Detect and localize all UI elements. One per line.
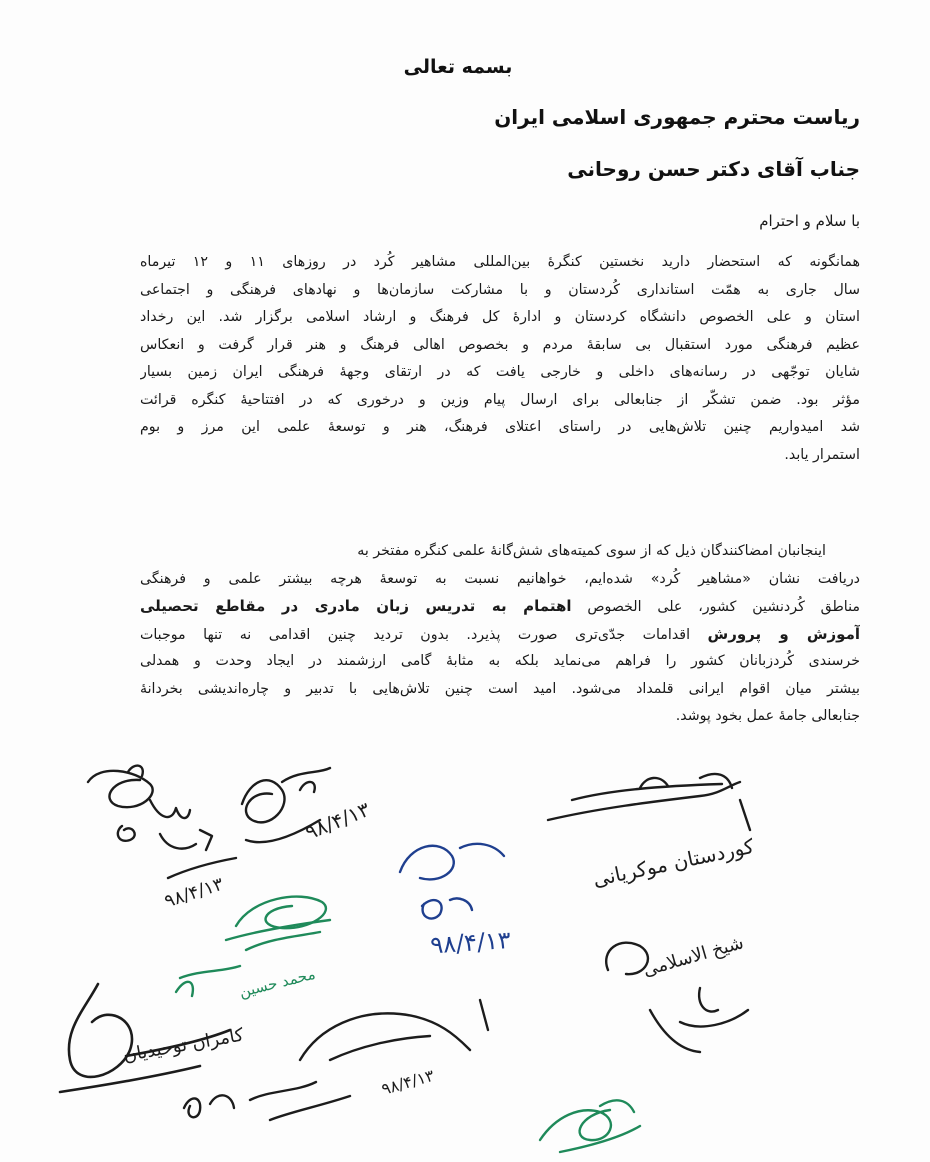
paragraph-1-line: سال جاری به همّت استانداری کُردستان و با مشارکت سازمان‌ها و نهادهای فرهنگی و اجتماعی: [140, 281, 860, 298]
svg-text:کوردستان موکریانی: کوردستان موکریانی: [590, 833, 756, 892]
paragraph-1-line: شد امیدواریم چنین تلاش‌هایی در راستای اعتلای فرهنگ، هنر و توسعهٔ علمی این مرز و بوم: [140, 419, 860, 435]
signature-9: [176, 966, 240, 996]
signature-6: [606, 932, 746, 981]
signature-7: [650, 988, 748, 1052]
signature-5: [226, 897, 330, 1001]
paragraph-2-text: مناطق کُردنشین کشور، علی الخصوص: [587, 599, 860, 615]
bismillah-heading: بسمه تعالی: [403, 56, 513, 78]
paragraph-2-line: [140, 593, 860, 621]
emphasized-text: آموزش و پرورش: [707, 624, 860, 643]
recipient-title: ریاست محترم جمهوری اسلامی ایران: [494, 105, 860, 129]
paragraph-1-line: عظیم فرهنگی مورد استقبال بی سابقهٔ مردم و بخصوص اهالی فرهنگ و هنر قرار گرفت و انعکاس: [140, 336, 860, 353]
svg-text:شیخ الاسلامی: شیخ الاسلامی: [640, 932, 747, 981]
paragraph-1-line: استان و علی الخصوص دانشگاه کردستان و ادارهٔ کل فرهنگ و ارشاد اسلامی برگزار شد. این رخداد: [140, 309, 860, 325]
svg-text:۹۸/۴/۱۳: ۹۸/۴/۱۳: [301, 797, 374, 845]
paragraph-2-line: بیشتر میان اقوام ایرانی قلمداد می‌شود. امید است چنین تلاش‌هایی با تدبیر و چاره‌اندیشی بخردانهٔ: [140, 680, 860, 697]
paragraph-2: [140, 538, 860, 731]
signature-2: [242, 768, 373, 844]
greeting: با سلام و احترام: [759, 212, 860, 230]
signature-3: [548, 774, 756, 891]
svg-text:۹۸/۴/۱۳: ۹۸/۴/۱۳: [379, 1065, 437, 1099]
emphasized-text: اهتمام به تدریس زبان مادری در مقاطع تحصیلی: [140, 597, 572, 615]
paragraph-2-text: اقدامات جدّی‌تری صورت پذیرد. بدون تردید چنین اقدامی نه تنها موجبات: [140, 626, 691, 643]
paragraph-1-line: مؤثر بود. ضمن تشکّر از جنابعالی برای ارسال پیام وزین و درخوری که در افتتاحیهٔ کنگره قرائت: [140, 391, 860, 408]
paragraph-2-line: خرسندی کُردزبانان کشور را فراهم می‌نماید بلکه به مثابهٔ گامی ارزشمند در ایجاد وحدت و همدلی: [140, 653, 860, 669]
signature-1: [88, 766, 236, 913]
paragraph-2-line: [140, 621, 860, 649]
svg-text:۹۸/۴/۱۳: ۹۸/۴/۱۳: [429, 925, 512, 960]
signature-4: [400, 844, 512, 960]
svg-text:کامران توحیدیان: کامران توحیدیان: [121, 1024, 246, 1067]
signature-10: [300, 1000, 488, 1099]
paragraph-2-line: جنابعالی جامهٔ عمل بخود پوشد.: [675, 708, 860, 724]
recipient-name: جناب آقای دکتر حسن روحانی: [567, 157, 860, 181]
signature-8: [60, 984, 246, 1092]
svg-text:محمد حسین: محمد حسین: [237, 964, 318, 1002]
signature-11: [184, 1082, 350, 1120]
signatures-area: [0, 760, 930, 1160]
signatures-drawing: [0, 760, 930, 1160]
paragraph-1-line: همانگونه که استحضار دارید نخستین کنگرهٔ بین‌المللی مشاهیر کُرد در روزهای ۱۱ و ۱۲ تیرماه: [140, 254, 860, 270]
svg-text:۹۸/۴/۱۳: ۹۸/۴/۱۳: [161, 873, 226, 913]
paragraph-1-line: استمرار یابد.: [784, 446, 860, 463]
signature-12: [540, 1100, 640, 1152]
paragraph-1-line: شایان توجّهی در رسانه‌های داخلی و خارجی یافت که در ارتقای وجههٔ فرهنگی ایران زمین بسیار: [140, 364, 860, 380]
paragraph-1: [140, 249, 860, 469]
paragraph-2-line: اینجانبان امضاکنندگان ذیل که از سوی کمیته‌های شش‌گانهٔ علمی کنگره مفتخر به: [357, 543, 826, 559]
paragraph-2-line: دریافت نشان «مشاهیر کُرد» شده‌ایم، خواهانیم نسبت به توسعهٔ هرچه بیشتر علمی و فرهنگی: [140, 570, 860, 587]
